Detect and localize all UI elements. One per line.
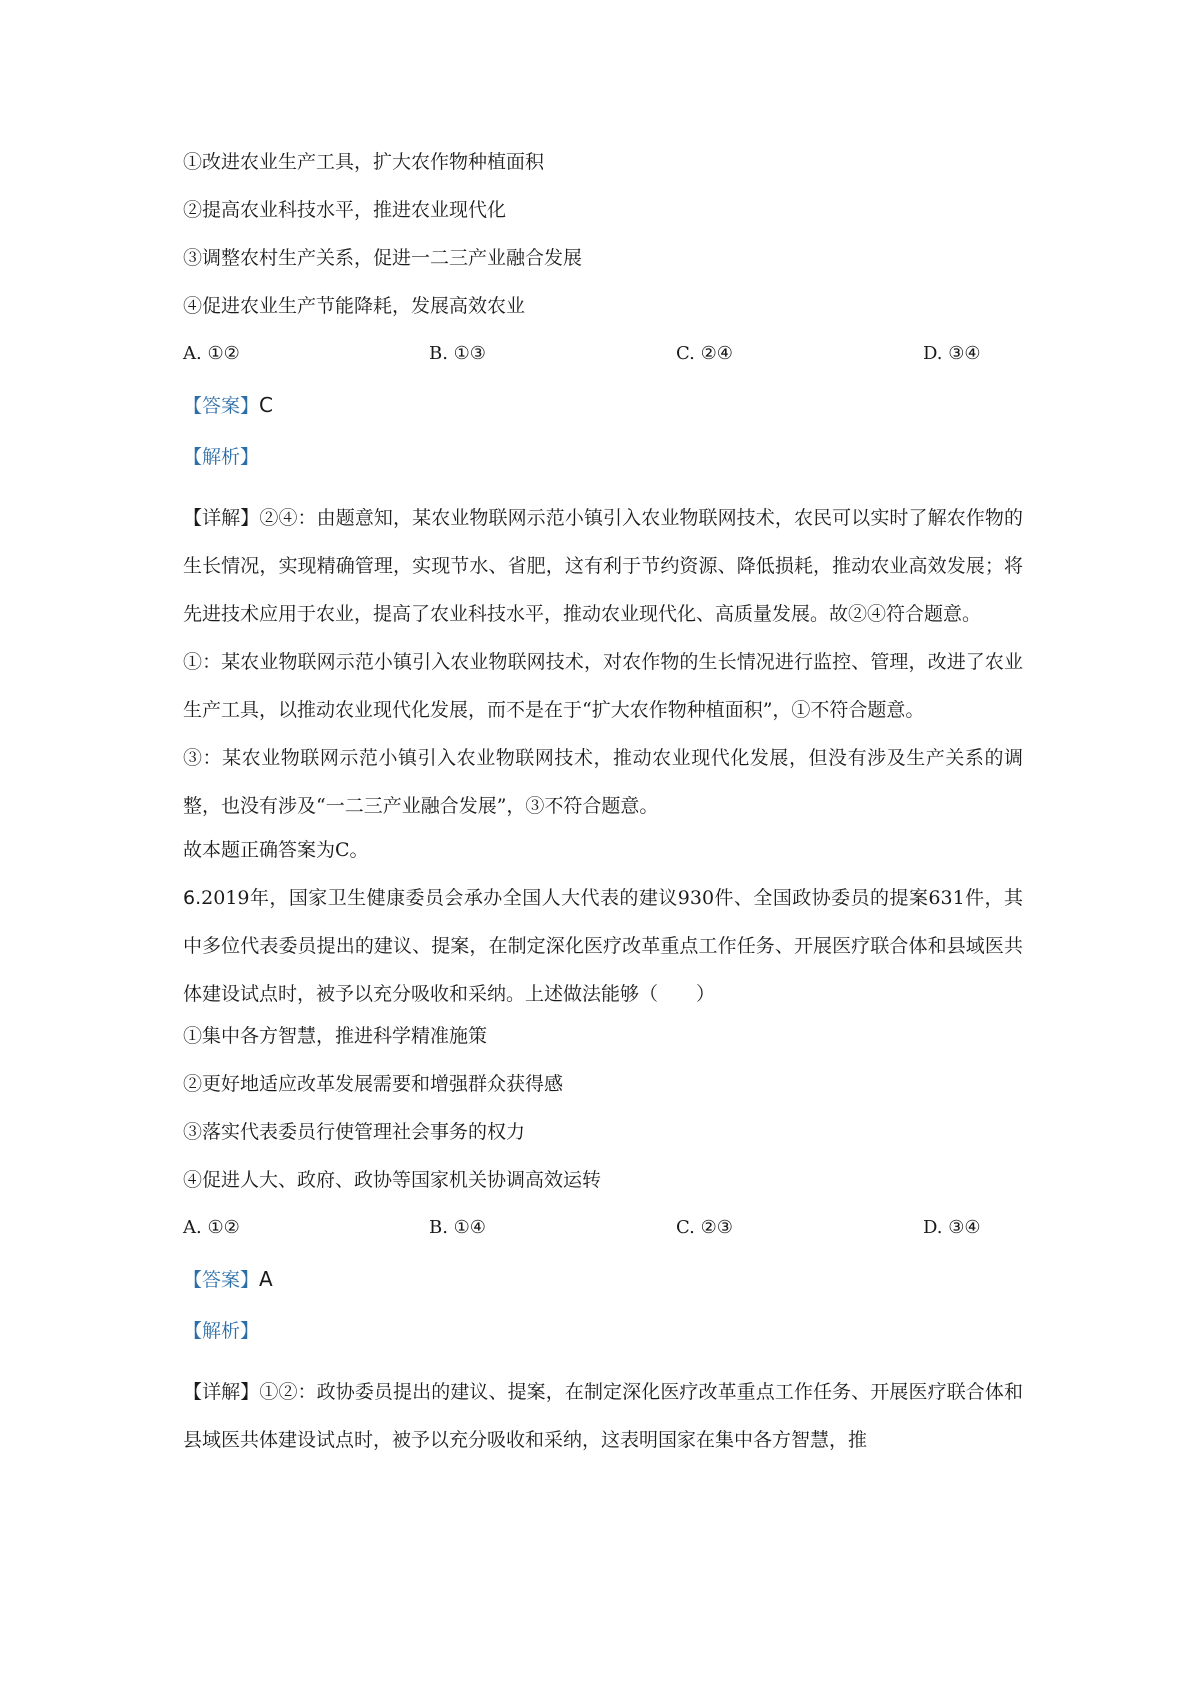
q5-conclusion: 故本题正确答案为C。 — [183, 839, 369, 861]
q5-detail-1 — [183, 494, 1023, 638]
q6-analysis-heading — [183, 1316, 1023, 1346]
q5-option-2: ②提高农业科技水平，推进农业现代化 — [183, 199, 507, 221]
q6-option-4: ④促进人大、政府、政协等国家机关协调高效运转 — [183, 1169, 602, 1191]
q5-choices — [183, 342, 1023, 366]
q6-choice-c: C. ②③ — [676, 1217, 733, 1238]
q6-option-2: ②更好地适应改革发展需要和增强群众获得感 — [183, 1073, 564, 1095]
q6-detail-1 — [183, 1368, 1023, 1464]
analysis-tag: 【解析】 — [183, 446, 260, 468]
q6-choice-b: B. ①④ — [429, 1217, 486, 1238]
page-content — [183, 150, 1023, 1464]
q6-choices — [183, 1216, 1023, 1240]
q6-option-1: ①集中各方智慧，推进科学精准施策 — [183, 1025, 488, 1047]
answer-tag: 【答案】 — [183, 395, 260, 417]
q5-option-1: ①改进农业生产工具，扩大农作物种植面积 — [183, 151, 545, 173]
q5-answer — [183, 390, 1023, 420]
q5-option-3: ③调整农村生产关系，促进一二三产业融合发展 — [183, 247, 583, 269]
q6-option-3: ③落实代表委员行使管理社会事务的权力 — [183, 1121, 526, 1143]
q6-choice-a: A. ①② — [183, 1217, 240, 1238]
q5-choice-a: A. ①② — [183, 343, 240, 364]
detail-tag: 【详解】 — [183, 1381, 260, 1403]
answer-value: C — [259, 393, 273, 417]
detail-tag: 【详解】 — [183, 507, 260, 529]
q6-answer — [183, 1264, 1023, 1294]
q5-choice-d: D. ③④ — [923, 343, 981, 364]
q6-stem-text: 2019年，国家卫生健康委员会承办全国人大代表的建议930件、全国政协委员的提案631件，其中多位代表委员提出的建议、提案，在制定深化医疗改革重点工作任务、开展医疗联合体和县域医共体建设试点时，被予以充分吸收和采纳。上述做法能够（ ） — [183, 887, 1023, 1005]
q6-detail-1-text: ①②：政协委员提出的建议、提案，在制定深化医疗改革重点工作任务、开展医疗联合体和县域医共体建设试点时，被予以充分吸收和采纳，这表明国家在集中各方智慧，推 — [183, 1381, 1023, 1451]
q5-option-4: ④促进农业生产节能降耗，发展高效农业 — [183, 295, 526, 317]
q5-choice-c: C. ②④ — [676, 343, 733, 364]
q5-detail-3: ③：某农业物联网示范小镇引入农业物联网技术，推动农业现代化发展，但没有涉及生产关系的调整，也没有涉及“一二三产业融合发展”，③不符合题意。 — [183, 747, 1023, 817]
q6-choice-d: D. ③④ — [923, 1217, 981, 1238]
answer-value: A — [259, 1267, 273, 1291]
q5-detail-1-text: ②④：由题意知，某农业物联网示范小镇引入农业物联网技术，农民可以实时了解农作物的生长情况，实现精确管理，实现节水、省肥，这有利于节约资源、降低损耗，推动农业高效发展；将先进技术应用于农业，提高了农业科技水平，推动农业现代化、高质量发展。故②④符合题意。 — [183, 507, 1023, 625]
q5-choice-b: B. ①③ — [429, 343, 486, 364]
q5-analysis-heading — [183, 442, 1023, 472]
q6-number: 6. — [183, 887, 202, 909]
q5-detail-2: ①：某农业物联网示范小镇引入农业物联网技术，对农作物的生长情况进行监控、管理，改进了农业生产工具，以推动农业现代化发展，而不是在于“扩大农作物种植面积”，①不符合题意。 — [183, 651, 1023, 721]
analysis-tag: 【解析】 — [183, 1320, 260, 1342]
q6-stem — [183, 874, 1023, 1018]
answer-tag: 【答案】 — [183, 1269, 260, 1291]
